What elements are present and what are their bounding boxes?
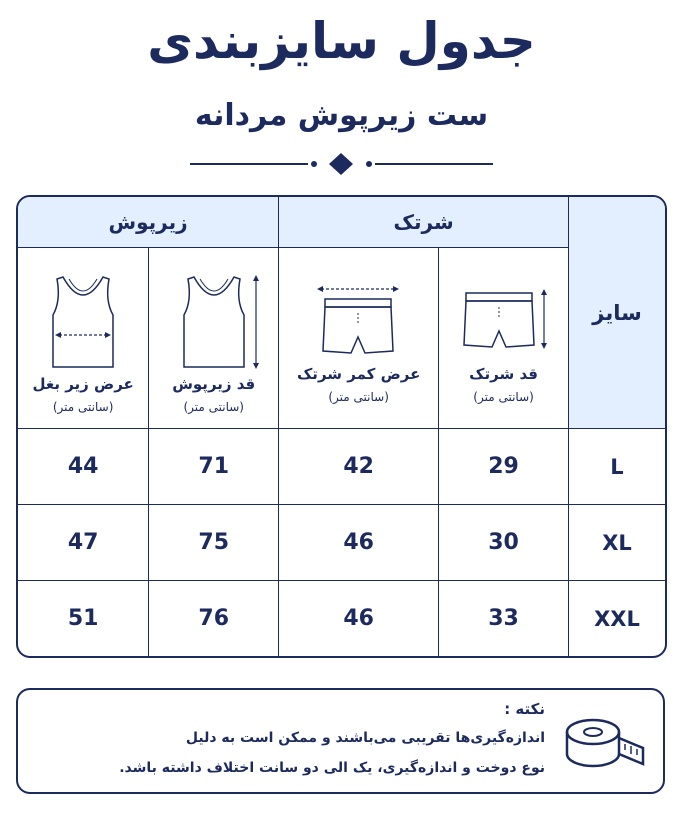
table-row	[18, 429, 665, 505]
undershirt-width-icon	[33, 271, 133, 371]
column-unit: (سانتی متر)	[328, 389, 389, 404]
measuring-tape-icon	[563, 710, 647, 778]
value-cell: 76	[148, 581, 278, 656]
column-unit: (سانتی متر)	[183, 399, 244, 414]
note-text-line-1: اندازه‌گیری‌ها تقریبی می‌باشند و ممکن است به دلیل	[185, 730, 545, 746]
shorts-waist-icon	[309, 281, 409, 361]
group-header-shorts: شرتک	[278, 197, 568, 248]
size-table	[16, 195, 667, 658]
size-column-header: سایز	[568, 197, 665, 429]
value-cell: 71	[148, 429, 278, 505]
value-cell: 42	[278, 429, 438, 505]
column-label: قد زیرپوش	[172, 374, 256, 393]
table-row	[18, 505, 665, 581]
note-box	[16, 688, 665, 794]
shorts-length-icon	[454, 281, 554, 361]
column-unit: (سانتی متر)	[52, 399, 114, 414]
column-header-shorts-length	[438, 248, 568, 429]
column-label: قد شرتک	[469, 364, 538, 383]
value-cell: 30	[438, 505, 568, 581]
value-cell: 46	[278, 505, 438, 581]
page-subtitle: ست زیرپوش مردانه	[194, 98, 489, 133]
undershirt-length-icon	[164, 271, 264, 371]
column-header-shorts-waist	[278, 248, 438, 429]
value-cell: 46	[278, 581, 438, 656]
column-label: عرض زیر بغل	[32, 374, 134, 393]
note-title: نکته :	[504, 700, 545, 718]
column-header-undershirt-width	[18, 248, 148, 429]
divider-ornament-icon	[190, 152, 493, 176]
value-cell: 51	[67, 606, 99, 631]
column-label: عرض کمر شرتک	[296, 364, 421, 383]
size-cell: XXL	[568, 581, 665, 656]
value-cell: 33	[438, 581, 568, 656]
value-cell: 44	[18, 429, 148, 505]
size-cell: XL	[568, 505, 665, 581]
group-header-undershirt: زیرپوش	[18, 197, 278, 248]
value-cell: 47	[18, 505, 148, 581]
size-cell: L	[568, 429, 665, 505]
value-cell: 29	[438, 429, 568, 505]
note-text-line-2: نوع دوخت و اندازه‌گیری، یک الی دو سانت اختلاف داشته باشد.	[119, 760, 545, 776]
column-header-undershirt-length	[148, 248, 278, 429]
column-unit: (سانتی متر)	[473, 389, 534, 404]
table-row	[18, 581, 665, 656]
page-title: جدول سایزبندی	[147, 12, 536, 70]
value-cell: 75	[148, 505, 278, 581]
